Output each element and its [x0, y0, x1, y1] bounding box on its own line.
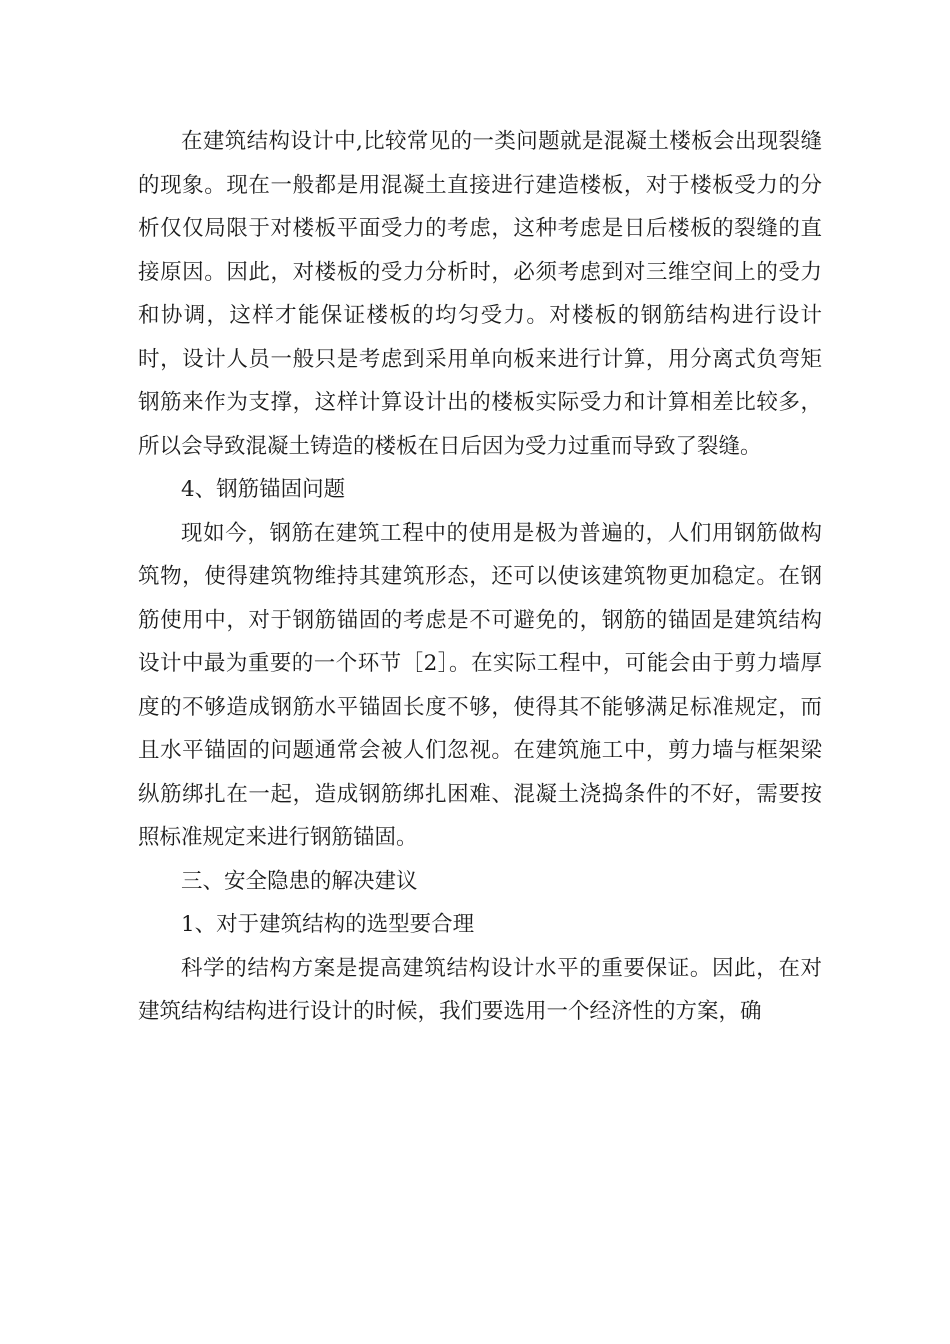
paragraph-rebar-anchorage: 现如今，钢筋在建筑工程中的使用是极为普遍的，人们用钢筋做构筑物，使得建筑物维持其建筑形态，还可以使该建筑物更加稳定。在钢筋使用中，对于钢筋锚固的考虑是不可避免的，钢筋的锚固是建筑结构设计中最为重要的一个环节［2］。在实际工程中，可能会由于剪力墙厚度的不够造成钢筋水平锚固长度不够，使得其不能够满足标准规定，而且水平锚固的问题通常会被人们忽视。在建筑施工中，剪力墙与框架梁纵筋绑扎在一起，造成钢筋绑扎困难、混凝土浇捣条件的不好，需要按照标准规定来进行钢筋锚固。 — [138, 520, 822, 850]
document-page — [138, 120, 822, 1034]
heading-rebar-anchorage: 4、钢筋锚固问题 — [181, 477, 346, 502]
heading-structure-selection: 1、对于建筑结构的选型要合理 — [181, 912, 475, 937]
paragraph-floor-slab-cracks: 在建筑结构设计中,比较常见的一类问题就是混凝土楼板会出现裂缝的现象。现在一般都是用混凝土直接进行建造楼板，对于楼板受力的分析仅仅局限于对楼板平面受力的考虑，这种考虑是日后楼板的裂缝的直接原因。因此，对楼板的受力分析时，必须考虑到对三维空间上的受力和协调，这样才能保证楼板的均匀受力。对楼板的钢筋结构进行设计时，设计人员一般只是考虑到采用单向板来进行计算，用分离式负弯矩钢筋来作为支撑，这样计算设计出的楼板实际受力和计算相差比较多，所以会导致混凝土铸造的楼板在日后因为受力过重而导致了裂缝。 — [138, 129, 822, 459]
paragraph-structure-selection: 科学的结构方案是提高建筑结构设计水平的重要保证。因此，在对建筑结构结构进行设计的时候，我们要选用一个经济性的方案，确 — [138, 955, 822, 1024]
heading-safety-suggestions: 三、安全隐患的解决建议 — [181, 868, 418, 894]
